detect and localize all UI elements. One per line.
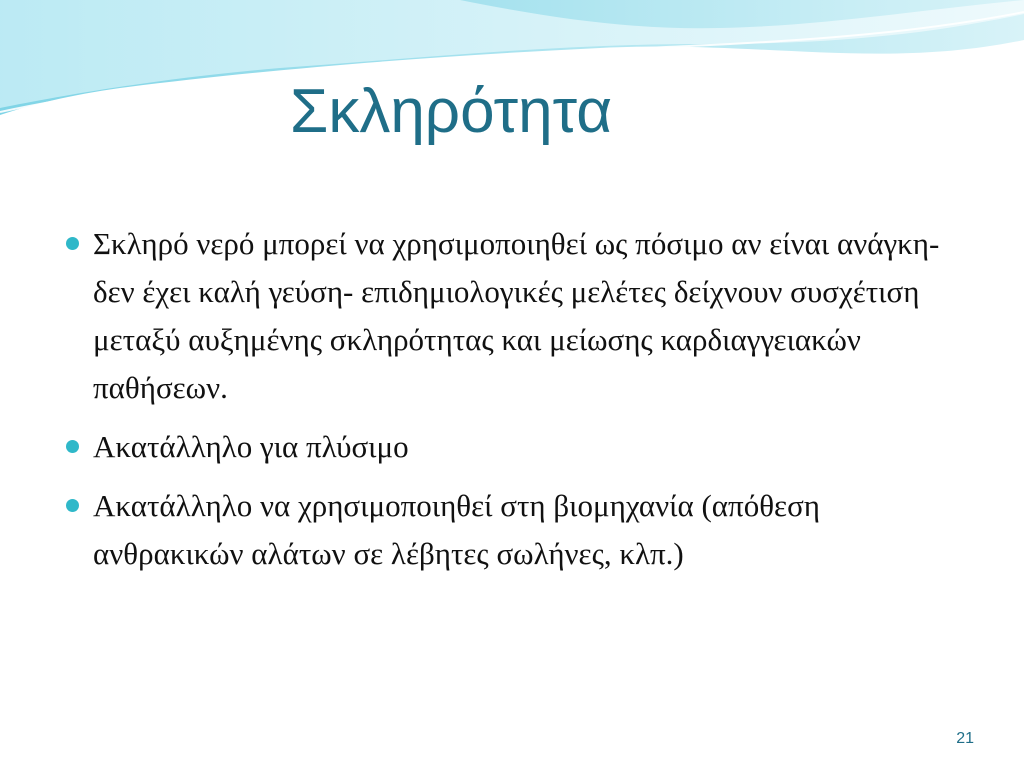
- bullet-dot-icon: [66, 440, 79, 453]
- slide-title: Σκληρότητα: [290, 77, 613, 146]
- bullet-list: [62, 220, 962, 589]
- bullet-text: Ακατάλληλο να χρησιμοποιηθεί στη βιομηχανία (απόθεση ανθρακικών αλάτων σε λέβητες σωλήνες, κλπ.): [93, 488, 820, 571]
- bullet-text: Ακατάλληλο για πλύσιμο: [93, 429, 409, 464]
- bullet-item: [62, 423, 962, 471]
- bullet-dot-icon: [66, 237, 79, 250]
- bullet-item: [62, 220, 962, 412]
- bullet-text: Σκληρό νερό μπορεί να χρησιμοποιηθεί ως πόσιμο αν είναι ανάγκη-δεν έχει καλή γεύση- επιδημιολογικές μελέτες δείχνουν συσχέτιση μεταξύ αυξημένης σκληρότητας και μείωσης καρδιαγγειακών παθήσεων.: [93, 226, 940, 405]
- page-number: 21: [956, 730, 974, 747]
- bullet-dot-icon: [66, 499, 79, 512]
- bullet-item: [62, 482, 962, 578]
